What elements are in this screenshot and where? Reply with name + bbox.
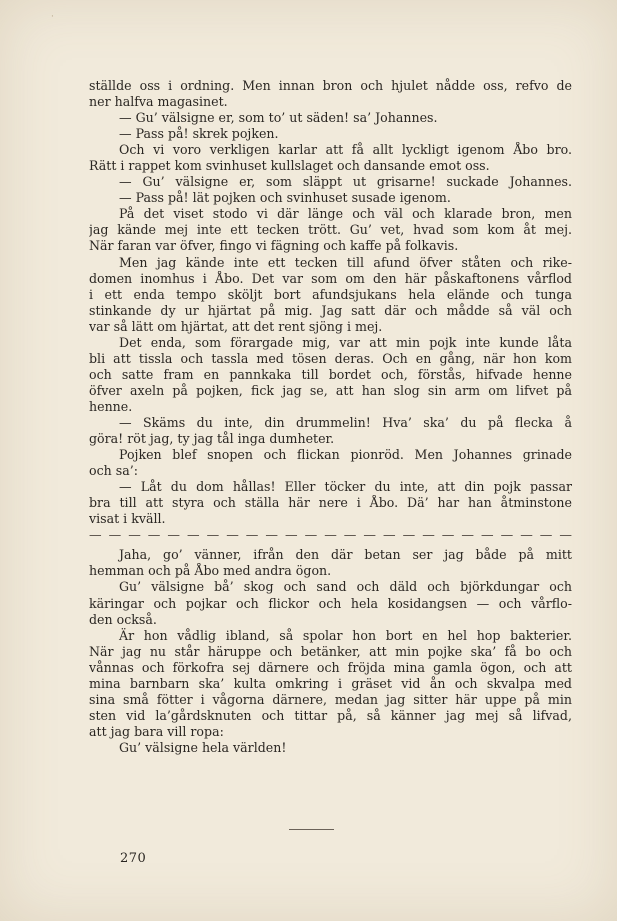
text-line: och satte fram en pannkaka till bordet och, förstås, hifvade henne <box>89 366 572 382</box>
text-line: vånnas och förkofra sej därnere och fröjda mina gamla ögon, och att <box>89 659 572 675</box>
text-line: Rätt i rappet kom svinhuset kullslaget och dansande emot oss. <box>89 158 490 174</box>
text-line: sten vid la’gårdsknuten och tittar på, så känner jag mej så lifvad, <box>89 707 572 723</box>
text-line: bli att tissla och tassla med tösen deras. Och en gång, när hon kom <box>89 350 572 366</box>
text-line: jag kände mej inte ett tecken trött. Gu’ vet, hvad som kom åt mej. <box>89 222 572 238</box>
text-line: När faran var öfver, fingo vi fägning och kaffe på folkavis. <box>89 238 459 254</box>
paper-speck: · <box>51 12 54 22</box>
text-line: bra till att styra och ställa här nere i Åbo. Dä’ har han åtminstone <box>89 495 572 511</box>
text-line: stinkande dy ur hjärtat på mig. Jag satt där och mådde så väl och <box>89 302 572 318</box>
text-line: i ett enda tempo sköljt bort afundsjukans hela elände och tunga <box>89 286 572 302</box>
text-line: domen inomhus i Åbo. Det var som om den här påskaftonens vårflod <box>89 270 572 286</box>
text-line: — Gu’ välsigne er, som to’ ut säden! sa’ Johannes. <box>119 110 438 126</box>
text-line: Jaha, go’ vänner, ifrån den där betan ser jag både på mitt <box>119 547 572 563</box>
text-line: — Gu’ välsigne er, som släppt ut grisarne! suckade Johannes. <box>119 174 572 190</box>
text-line: — — — — — — — — — — — — — — — — — — — — — — — — — <box>89 527 572 543</box>
end-rule <box>289 829 334 830</box>
text-line: mina barnbarn ska’ kulta omkring i gräset vid ån och skvalpa med <box>89 675 572 691</box>
text-line: Gu’ välsigne hela världen! <box>119 739 287 755</box>
text-line: ner halfva magasinet. <box>89 94 228 110</box>
text-line: Men jag kände inte ett tecken till afund öfver ståten och rike- <box>119 254 572 270</box>
text-line: — Skäms du inte, din drummelin! Hva’ ska’ du på flecka å <box>119 414 572 430</box>
text-line: öfver axeln på pojken, fick jag se, att han slog sin arm om lifvet på <box>89 382 572 398</box>
text-line: Det enda, som förargade mig, var att min pojk inte kunde låta <box>119 334 572 350</box>
text-line: visat i kväll. <box>89 511 166 527</box>
text-line: var så lätt om hjärtat, att det rent sjöng i mej. <box>89 318 383 334</box>
text-line: Gu’ välsigne bå’ skog och sand och däld och björkdungar och <box>119 579 572 595</box>
text-line: Är hon vådlig ibland, så spolar hon bort en hel hop bakterier. <box>119 627 572 643</box>
text-line: — Låt du dom hållas! Eller töcker du inte, att din pojk passar <box>119 479 572 495</box>
text-line: — Pass på! skrek pojken. <box>119 126 279 142</box>
text-line: Och vi voro verkligen karlar att få allt lyckligt igenom Åbo bro. <box>119 142 572 158</box>
text-line: käringar och pojkar och flickor och hela kosidangsen — och vårflo- <box>89 595 572 611</box>
text-line: henne. <box>89 398 133 414</box>
text-line: — Pass på! lät pojken och svinhuset susade igenom. <box>119 190 451 206</box>
text-line: den också. <box>89 611 157 627</box>
text-line: Pojken blef snopen och flickan pionröd. Men Johannes grinade <box>119 447 572 463</box>
body-text <box>89 78 572 756</box>
text-line: att jag bara vill ropa: <box>89 723 224 739</box>
text-line: sina små fötter i vågorna därnere, medan jag sitter här uppe på min <box>89 691 572 707</box>
text-line: och sa’: <box>89 463 138 479</box>
text-line: göra! röt jag, ty jag tål inga dumheter. <box>89 431 335 447</box>
text-line: När jag nu står häruppe och betänker, att min pojke ska’ få bo och <box>89 643 572 659</box>
text-line: hemman och på Åbo med andra ögon. <box>89 563 332 579</box>
text-line: På det viset stodo vi där länge och väl och klarade bron, men <box>119 206 572 222</box>
text-line: ställde oss i ordning. Men innan bron och hjulet nådde oss, refvo de <box>89 78 572 93</box>
page-number: 270 <box>120 851 147 866</box>
